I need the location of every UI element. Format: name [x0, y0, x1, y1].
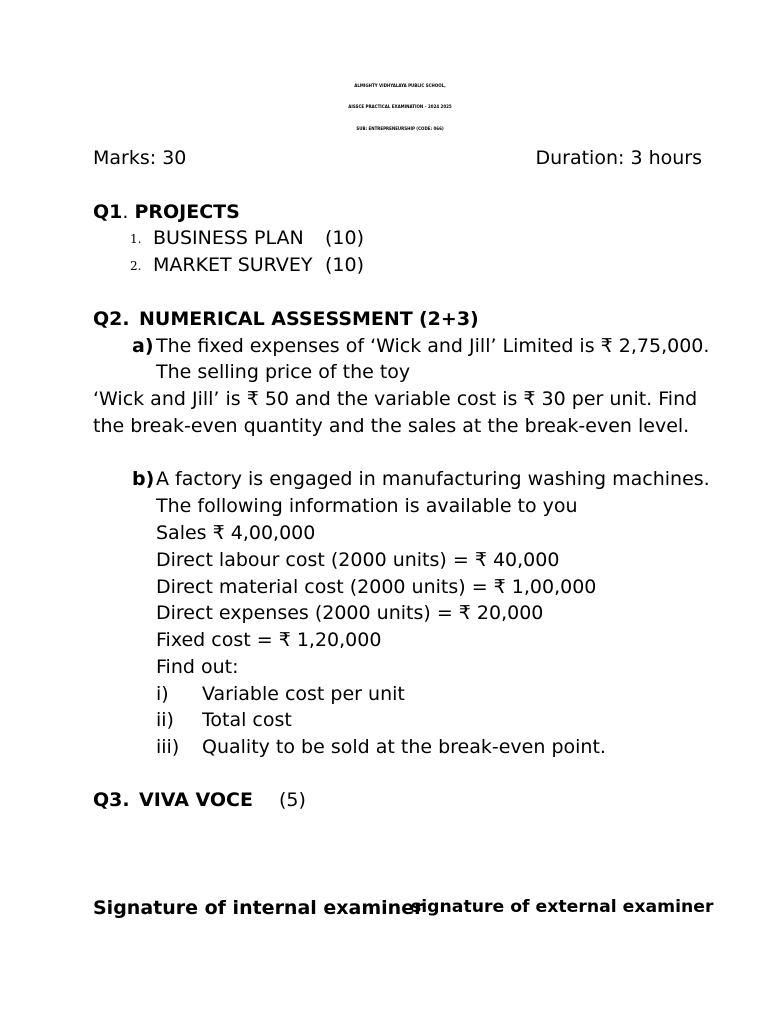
q2b-line2: The following information is available to you: [156, 495, 578, 517]
q3-title: VIVA VOCE: [139, 789, 253, 811]
marks-label: Marks: 30: [93, 147, 187, 169]
q1-item-marks: (10): [325, 254, 365, 276]
q3-marks: (5): [279, 789, 306, 811]
q2b-direct-expenses: Direct expenses (2000 units) = ₹ 20,000: [156, 602, 544, 624]
q2a-label: a): [132, 335, 154, 357]
q2a-line1: The fixed expenses of ‘Wick and Jill’ Limited is ₹ 2,75,000.: [156, 335, 710, 357]
q2b-line1: A factory is engaged in manufacturing washing machines.: [156, 468, 710, 490]
subitem-text: Variable cost per unit: [202, 683, 405, 705]
list-number: 1.: [130, 232, 142, 246]
q2b-fixed-cost: Fixed cost = ₹ 1,20,000: [156, 629, 382, 651]
q3-number: Q3.: [93, 789, 130, 811]
q2b-find-out: Find out:: [156, 656, 239, 678]
subitem-text: Quality to be sold at the break-even point.: [202, 736, 606, 758]
q2b-sales: Sales ₹ 4,00,000: [156, 522, 316, 544]
school-name: ALMIGHTY VIDHYALAYA PUBLIC SCHOOL,: [354, 83, 446, 88]
subitem-number: i): [156, 683, 169, 705]
q2b-material-cost: Direct material cost (2000 units) = ₹ 1,00,000: [156, 576, 597, 598]
q1-item-market-survey: MARKET SURVEY: [153, 254, 313, 276]
subitem-text: Total cost: [202, 709, 292, 731]
external-examiner-signature: signature of external examiner: [411, 897, 714, 917]
exam-title: AISSCE PRACTICAL EXAMINATION – 2024 2025: [348, 104, 452, 109]
list-item: [130, 228, 141, 247]
internal-examiner-signature: Signature of internal examiner: [93, 897, 424, 919]
q2-number: Q2.: [93, 308, 130, 330]
subject-line: SUB: ENTREPRENEURSHIP (CODE: 066): [356, 126, 444, 131]
q1-number: Q1: [93, 201, 123, 223]
q1-item-marks: (10): [325, 227, 365, 249]
q1-heading: [93, 201, 240, 223]
q2a-line2: The selling price of the toy: [156, 361, 411, 383]
q1-title: PROJECTS: [134, 201, 240, 223]
subitem-number: iii): [156, 736, 180, 758]
duration-label: Duration: 3 hours: [535, 147, 702, 169]
q2a-line4: the break-even quantity and the sales at the break-even level.: [93, 415, 690, 437]
q2-marks: (2+3): [419, 308, 479, 330]
q2a-line3: ‘Wick and Jill’ is ₹ 50 and the variable cost is ₹ 30 per unit. Find: [93, 388, 698, 410]
subitem-number: ii): [156, 709, 174, 731]
list-number: 2.: [130, 259, 142, 273]
q1-separator: .: [122, 201, 129, 223]
q2b-label: b): [132, 468, 155, 490]
q2b-labour-cost: Direct labour cost (2000 units) = ₹ 40,000: [156, 549, 560, 571]
q1-item-business-plan: BUSINESS PLAN: [153, 227, 304, 249]
q2-title: NUMERICAL ASSESSMENT: [139, 308, 413, 330]
list-item: [130, 255, 141, 274]
